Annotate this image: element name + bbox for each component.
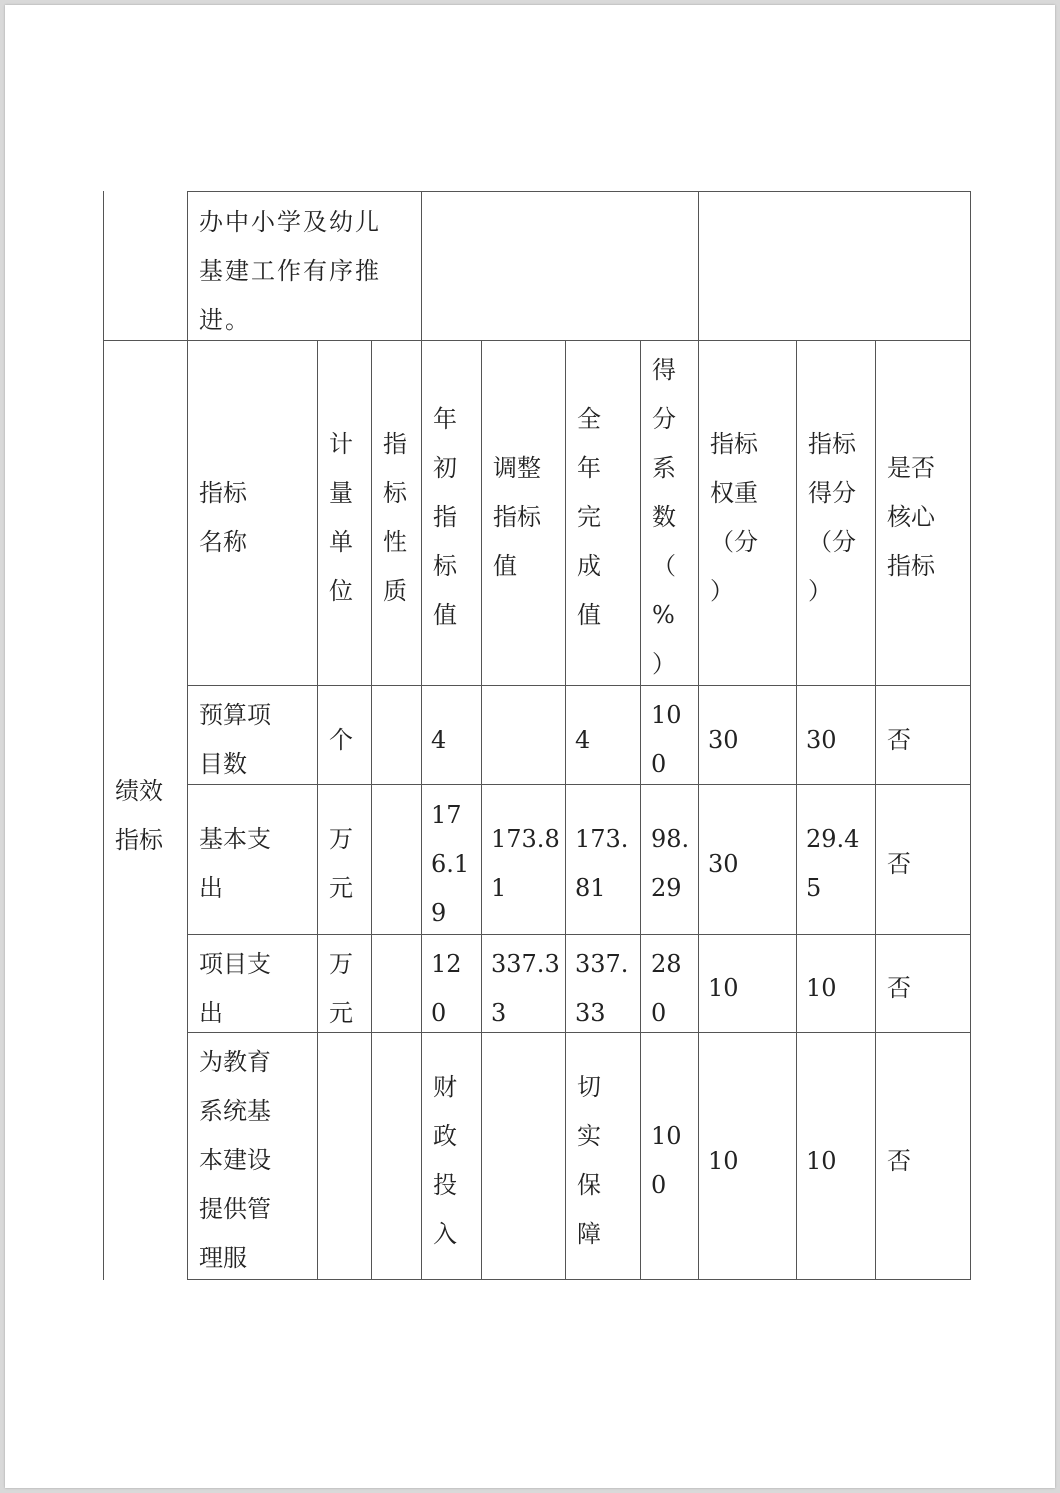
table-cell-name: 为教育 系统基 本建设 提供管 理服 <box>199 1048 271 1272</box>
document-page <box>5 5 1055 1488</box>
table-cell-score: 30 <box>806 726 837 754</box>
table-cell-actual: 173. 81 <box>575 825 629 902</box>
table-cell-score: 10 <box>806 974 837 1002</box>
table-cell-core: 否 <box>887 850 911 878</box>
header-initial-target: 年 初 指 标 值 <box>433 405 457 629</box>
table-cell-adjusted: 337.3 3 <box>491 950 560 1027</box>
table-rule <box>187 191 971 192</box>
table-cell-coefficient: 98. 29 <box>651 825 690 902</box>
table-rule <box>187 934 971 935</box>
table-cell-initial: 4 <box>431 726 447 754</box>
table-rule <box>187 1279 971 1280</box>
table-cell-score: 29.4 5 <box>806 825 860 902</box>
table-cell-name: 基本支 出 <box>199 825 271 902</box>
table-cell-weight: 30 <box>708 726 739 754</box>
table-cell-adjusted: 173.8 1 <box>491 825 560 902</box>
table-rule <box>187 191 188 1280</box>
header-unit: 计 量 单 位 <box>329 430 353 605</box>
table-rule <box>875 340 876 1280</box>
performance-indicators-label: 绩效 指标 <box>115 777 163 854</box>
table-cell-coefficient: 10 0 <box>651 1122 682 1199</box>
table-rule <box>103 191 104 1280</box>
table-rule <box>317 340 318 1280</box>
table-cell-core: 否 <box>887 1147 911 1175</box>
table-rule <box>565 340 566 1280</box>
table-cell-weight: 10 <box>708 974 739 1002</box>
table-rule <box>698 191 699 1280</box>
table-rule <box>187 685 971 686</box>
table-cell-unit: 万 元 <box>329 950 353 1027</box>
table-rule <box>970 191 971 1280</box>
header-indicator-name: 指标 名称 <box>199 479 247 556</box>
header-core-indicator: 是否 核心 指标 <box>887 454 935 580</box>
header-annual-completion: 全 年 完 成 值 <box>577 405 601 629</box>
table-cell-initial: 17 6.1 9 <box>431 801 470 927</box>
table-rule <box>371 340 372 1280</box>
table-rule <box>481 340 482 1280</box>
header-score: 指标 得分 （分 ） <box>808 430 856 605</box>
goal-description-text: 办中小学及幼儿 基建工作有序推 进。 <box>199 208 381 334</box>
table-rule <box>187 784 971 785</box>
header-nature: 指 标 性 质 <box>383 430 407 605</box>
table-cell-initial: 12 0 <box>431 950 462 1027</box>
table-cell-actual: 4 <box>575 726 591 754</box>
table-cell-weight: 10 <box>708 1147 739 1175</box>
header-adjusted-target: 调整 指标 值 <box>493 454 541 580</box>
header-score-coefficient: 得 分 系 数 （ % ） <box>652 356 676 678</box>
table-cell-coefficient: 28 0 <box>651 950 682 1027</box>
table-cell-score: 10 <box>806 1147 837 1175</box>
table-cell-actual: 337. 33 <box>575 950 629 1027</box>
table-cell-core: 否 <box>887 726 911 754</box>
table-cell-weight: 30 <box>708 850 739 878</box>
table-rule <box>421 191 422 1280</box>
table-cell-name: 项目支 出 <box>199 950 271 1027</box>
table-cell-name: 预算项 目数 <box>199 701 271 778</box>
table-cell-initial: 财 政 投 入 <box>433 1073 457 1248</box>
table-cell-unit: 万 元 <box>329 825 353 902</box>
table-cell-core: 否 <box>887 974 911 1002</box>
table-cell-coefficient: 10 0 <box>651 701 682 778</box>
table-cell-actual: 切 实 保 障 <box>577 1073 601 1248</box>
table-rule <box>796 340 797 1280</box>
table-rule <box>640 340 641 1280</box>
header-weight: 指标 权重 （分 ） <box>710 430 758 605</box>
table-cell-unit: 个 <box>329 726 353 754</box>
